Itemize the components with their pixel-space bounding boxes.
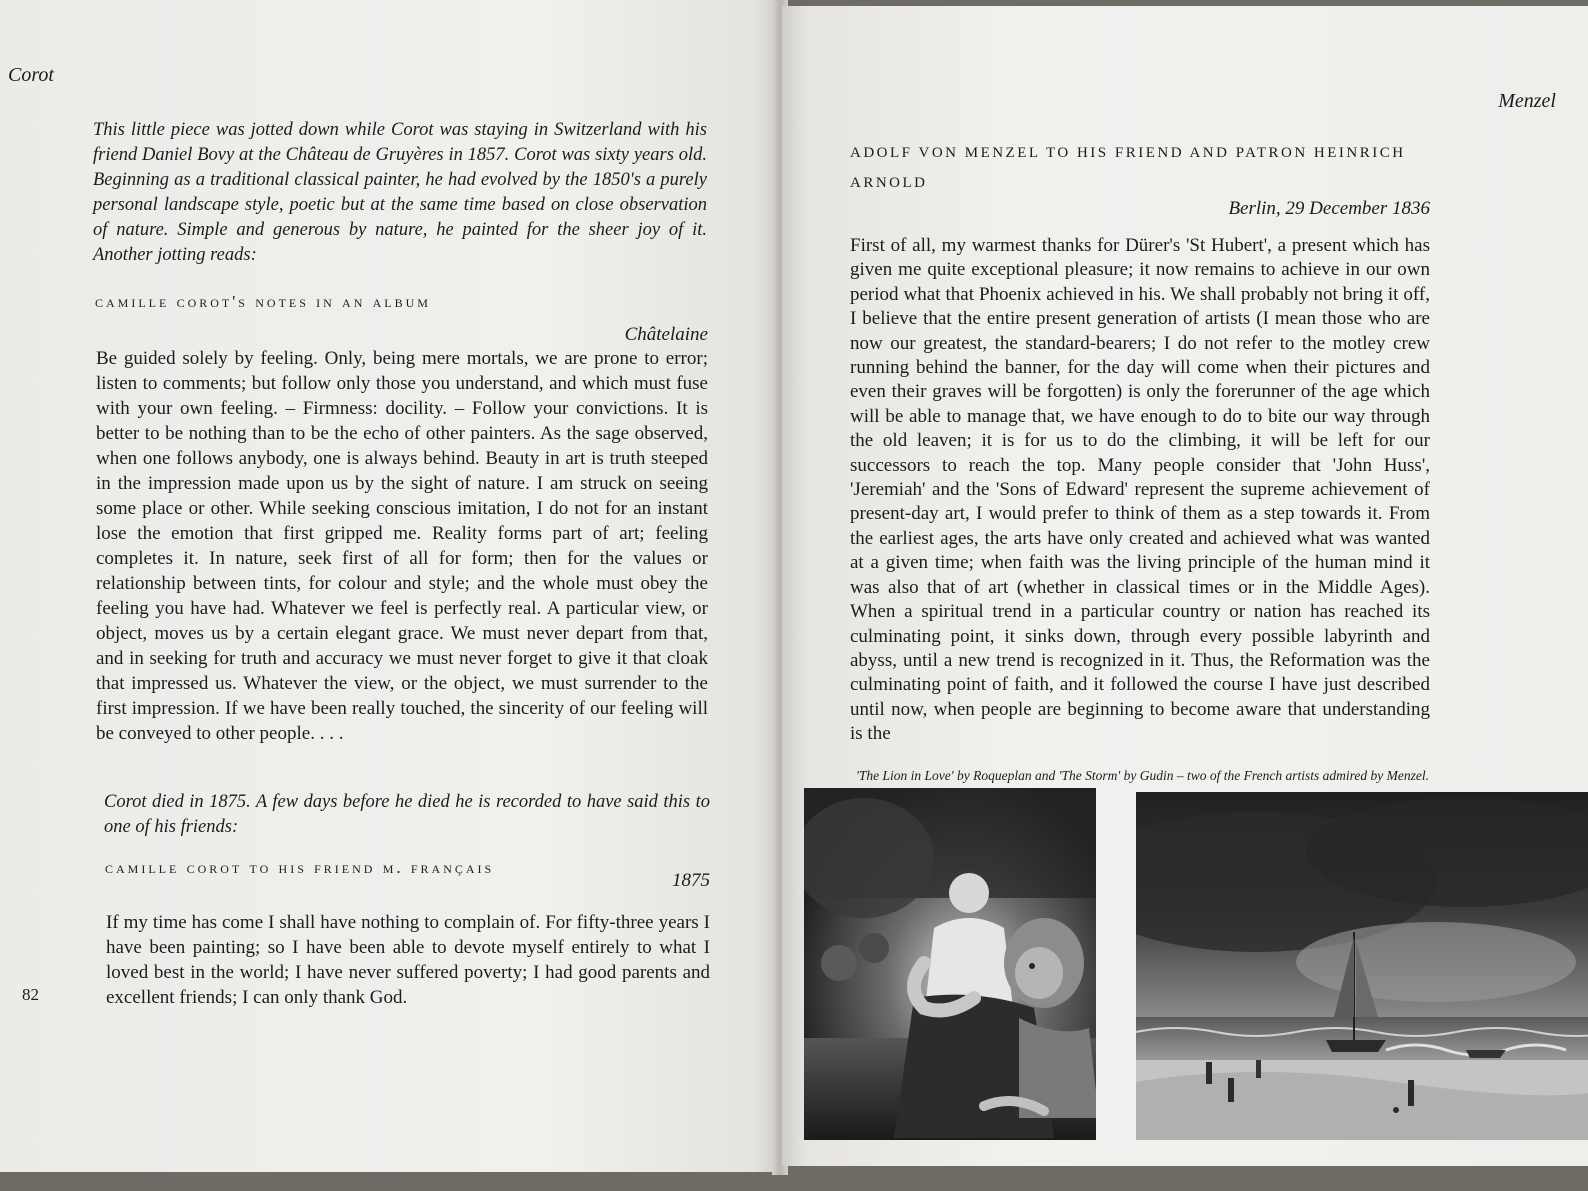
the-storm-image [1136, 792, 1588, 1140]
left-page [0, 0, 778, 1172]
menzel-heading: ADOLF VON MENZEL TO HIS FRIEND AND PATRON HEINRICH ARNOLD [850, 145, 1406, 191]
right-page [782, 6, 1588, 1166]
section2-heading: camille corot to his friend m. français [105, 858, 495, 877]
death-note: Corot died in 1875. A few days before he died he is recorded to have said this to one of his friends: [104, 792, 710, 837]
page-number: 82 [22, 985, 39, 1004]
section1-text: Be guided solely by feeling. Only, being mere mortals, we are prone to error; listen to comments; but follow only those you understand, and which must fuse with your own feeling. – Firmness: docility. – Follow your convictions. It is better to be nothing than to be the echo of other painters. As the sage observed, when one follows anybody, one is always behind. Beauty in art is truth steeped in the impression made upon us by the sight of nature. I am struck on seeing some place or other. While seeking conscious imitation, I do not for an instant lose the emotion that first gripped me. Reality forms part of art; feeling completes it. In nature, seek first of all for form; then for the values or relationship between tints, for colour and style; and the whole must obey the feeling you have had. Whatever we feel is perfectly real. A particular view, or object, moves us by a certain elegant grace. We must never depart from that, and in seeking for truth and accuracy we must never forget to give it that cloak that impressed us. Whatever the view, or the object, we must surrender to the first impression. If we have been really touched, the sincerity of our feeling will be conveyed to other people. . . . [96, 348, 708, 744]
the-storm-photo [1136, 792, 1588, 1140]
running-head-right: Menzel [1498, 90, 1556, 112]
lion-in-love-image [804, 788, 1096, 1140]
figure-caption: 'The Lion in Love' by Roqueplan and 'The Storm' by Gudin – two of the French artists admired by Menzel. [856, 768, 1429, 783]
section1-dateline: Châtelaine [624, 324, 708, 345]
menzel-letter-text: First of all, my warmest thanks for Dürer's 'St Hubert', a present which has given me quite exceptional pleasure; it now remains to achieve in our own period what that Phoenix achieved in his. We shall probably not bring it off, I believe that the entire present generation of artists (I mean those who are now our greatest, the standard-bearers; I do not refer to the motley crew running behind the banner, for the day will come when their pictures and even their graves will be forgotten) is only the forerunner of the age which will be able to manage that, we have enough to do to bite our way through the old leaven; it is for us to do the climbing, it will be left for our successors to reach the top. Many people consider that 'John Huss', 'Jeremiah' and the 'Sons of Edward' represent the supreme achievement of present-day art, I would prefer to think of them as a step towards it. From the earliest ages, the arts have only created and achieved what was wanted at a given time; when faith was the living principle of the human mind it was also that of art (whether in classical times or in the Middle Ages). When a spiritual trend in a particular country or nation has reached its culminating point, it sinks down, through every possible labyrinth and abyss, until a new trend is recognized in it. Thus, the Reformation was the culminating point of faith, and it followed the course I have just described until now, when people are beginning to become aware that understanding is the [850, 235, 1430, 745]
running-head-left: Corot [8, 64, 54, 86]
section1-heading: camille corot's notes in an album [95, 292, 431, 311]
lion-in-love-photo [804, 788, 1096, 1140]
menzel-dateline: Berlin, 29 December 1836 [1228, 198, 1430, 219]
intro-note: This little piece was jotted down while Corot was staying in Switzerland with his friend Daniel Bovy at the Château de Gruyères in 1857. Corot was sixty years old. Beginning as a traditional classical painter, he had evolved by the 1850's a purely personal landscape style, poetic but at the same time based on close observation of nature. Simple and generous by nature, he painted for the sheer joy of it. Another jotting reads: [93, 120, 707, 265]
section2-dateline: 1875 [672, 870, 710, 891]
section2-text: If my time has come I shall have nothing to complain of. For fifty-three years I have been painting; so I have been able to devote myself entirely to what I loved best in the world; I have never suffered poverty; I had good parents and excellent friends; I can only thank God. [106, 912, 710, 1008]
